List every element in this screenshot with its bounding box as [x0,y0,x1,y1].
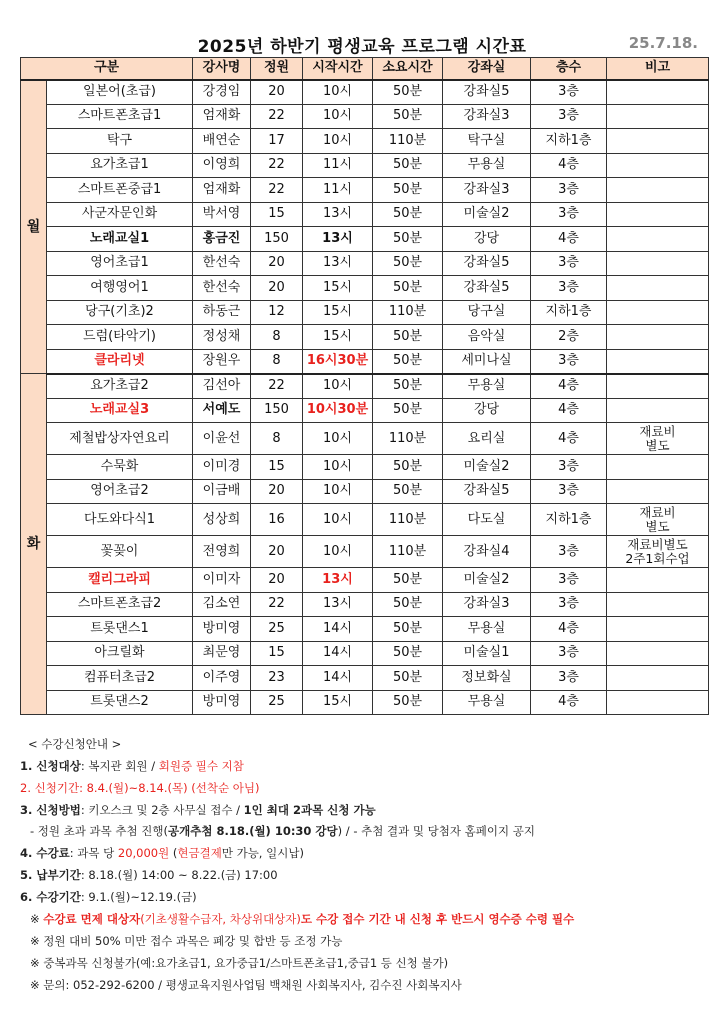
course-name: 스마트폰중급1 [47,178,193,203]
duration: 50분 [373,374,443,399]
note [607,129,709,154]
notice-label: 6. 수강기간 [20,890,81,904]
table-row [21,479,709,504]
note [607,666,709,691]
start-time: 11시 [303,153,373,178]
start-time: 16시30분 [303,349,373,374]
floor: 4층 [531,153,607,178]
note [607,300,709,325]
teacher: 최문영 [193,641,251,666]
teacher: 방미영 [193,690,251,715]
notice-label: 1. 신청대상 [20,759,81,773]
floor: 4층 [531,398,607,423]
table-row [21,455,709,480]
duration: 50분 [373,153,443,178]
notice-text: ( [169,846,178,860]
note [607,104,709,129]
teacher: 이금배 [193,479,251,504]
note [607,641,709,666]
header-category: 구분 [21,58,193,80]
course-name: 스마트폰초급2 [47,592,193,617]
duration: 50분 [373,227,443,252]
room: 미술실2 [443,202,531,227]
room: 정보화실 [443,666,531,691]
duration: 110분 [373,423,443,455]
teacher: 하동근 [193,300,251,325]
capacity: 15 [251,455,303,480]
capacity: 20 [251,80,303,105]
start-time: 15시 [303,325,373,350]
start-time: 10시 [303,423,373,455]
capacity: 22 [251,374,303,399]
notice-text: ) / - 추첨 결과 및 당첨자 홈페이지 공지 [337,824,535,838]
start-time: 14시 [303,617,373,642]
duration: 50분 [373,568,443,593]
start-time: 13시 [303,251,373,276]
notice-text: 만 가능, 일시납) [221,846,304,860]
duration: 50분 [373,202,443,227]
room: 무용실 [443,690,531,715]
start-time: 10시 [303,536,373,568]
floor: 3층 [531,479,607,504]
room: 강당 [443,398,531,423]
table-row [21,276,709,301]
notice-heading: < 수강신청안내 > [28,737,122,751]
table-row [21,423,709,455]
table-row [21,300,709,325]
note [607,374,709,399]
capacity: 20 [251,251,303,276]
note [607,276,709,301]
start-time: 14시 [303,641,373,666]
room: 강좌실4 [443,536,531,568]
teacher: 이주영 [193,666,251,691]
floor: 3층 [531,536,607,568]
notice-highlight: 현금결제 [177,846,222,860]
header-start-time: 시작시간 [303,58,373,80]
room: 강좌실5 [443,251,531,276]
header-note: 비고 [607,58,709,80]
teacher: 이미자 [193,568,251,593]
table-row [21,666,709,691]
note [607,251,709,276]
notice-label: 5. 납부기간 [20,868,81,882]
note-line: 재료비 [639,504,676,520]
table-row [21,80,709,105]
note [607,423,709,455]
note [607,153,709,178]
notice-text: : 과목 당 [69,846,118,860]
floor: 3층 [531,592,607,617]
note [607,227,709,252]
table-row [21,398,709,423]
course-name: 사군자문인화 [47,202,193,227]
note [607,178,709,203]
start-time: 10시30분 [303,398,373,423]
floor: 3층 [531,276,607,301]
duration: 50분 [373,666,443,691]
room: 강좌실5 [443,276,531,301]
floor: 지하1층 [531,504,607,536]
course-name: 영어초급2 [47,479,193,504]
capacity: 17 [251,129,303,154]
course-name: 컴퓨터초급2 [47,666,193,691]
floor: 3층 [531,178,607,203]
teacher: 이윤선 [193,423,251,455]
notice-fee [20,845,304,861]
room: 세미나실 [443,349,531,374]
notice-highlight: (기초생활수급자, 차상위대상자) [140,912,301,926]
note-line: 별도 [645,518,670,534]
floor: 3층 [531,568,607,593]
note-line: 별도 [645,437,670,453]
capacity: 150 [251,227,303,252]
start-time: 10시 [303,479,373,504]
duration: 50분 [373,349,443,374]
floor: 3층 [531,80,607,105]
note-line: 재료비별도 [627,536,688,552]
start-time: 10시 [303,80,373,105]
capacity: 16 [251,504,303,536]
notice-text: - 정원 초과 과목 추첨 진행( [30,824,169,838]
duration: 50분 [373,104,443,129]
room: 강좌실5 [443,80,531,105]
start-time: 13시 [303,227,373,252]
floor: 3층 [531,251,607,276]
note [607,349,709,374]
room: 무용실 [443,374,531,399]
teacher: 홍금진 [193,227,251,252]
course-name: 일본어(초급) [47,80,193,105]
page-date: 25.7.18. [628,34,698,52]
teacher: 강경임 [193,80,251,105]
teacher: 방미영 [193,617,251,642]
notice-highlight: 도 수강 접수 기간 내 신청 후 반드시 영수증 수령 필수 [300,912,575,926]
table-row [21,536,709,568]
note [607,592,709,617]
note [607,504,709,536]
notice-text: : 키오스크 및 2층 사무실 접수 / [80,803,244,817]
capacity: 15 [251,641,303,666]
start-time: 10시 [303,504,373,536]
note [607,202,709,227]
duration: 50분 [373,641,443,666]
notice-label: 4. 수강료 [20,846,70,860]
course-name: 영어초급1 [47,251,193,276]
teacher: 정성채 [193,325,251,350]
table-row [21,129,709,154]
course-name: 캘리그라피 [47,568,193,593]
table-row [21,178,709,203]
note-line: 2주1회수업 [625,550,690,566]
duration: 110분 [373,300,443,325]
course-name: 제철밥상자연요리 [47,423,193,455]
floor: 3층 [531,455,607,480]
duration: 50분 [373,455,443,480]
table-row [21,592,709,617]
duration: 50분 [373,398,443,423]
table-row [21,227,709,252]
floor: 2층 [531,325,607,350]
room: 음악실 [443,325,531,350]
notice-highlight: 수강료 면제 대상자 [43,912,141,926]
course-name: 트롯댄스2 [47,690,193,715]
notice-course-period [20,889,197,905]
start-time: 13시 [303,592,373,617]
notice-exemption [30,911,574,927]
table-row [21,374,709,399]
start-time: 15시 [303,690,373,715]
teacher: 한선숙 [193,251,251,276]
table-row [21,325,709,350]
capacity: 22 [251,178,303,203]
teacher: 박서영 [193,202,251,227]
notice-cancel-policy: ※ 정원 대비 50% 미만 접수 과목은 폐강 및 합반 등 조정 가능 [30,934,343,948]
day-tuesday: 화 [21,374,47,715]
notice-contact: ※ 문의: 052-292-6200 / 평생교육지원사업팀 백채원 사회복지사, 김수진 사회복지사 [30,978,462,992]
course-name: 당구(기초)2 [47,300,193,325]
note [607,398,709,423]
day-monday: 월 [21,80,47,374]
header-duration: 소요시간 [373,58,443,80]
capacity: 22 [251,153,303,178]
course-name: 요가초급1 [47,153,193,178]
teacher: 성상희 [193,504,251,536]
header-capacity: 정원 [251,58,303,80]
floor: 4층 [531,374,607,399]
table-row [21,504,709,536]
room: 미술실1 [443,641,531,666]
table-row [21,251,709,276]
room: 다도실 [443,504,531,536]
duration: 50분 [373,178,443,203]
room: 강좌실3 [443,592,531,617]
notice-duplicate-policy: ※ 중복과목 신청불가(예:요가초급1, 요가중급1/스마트폰초급1,중급1 등 신청 불가) [30,956,449,970]
capacity: 20 [251,536,303,568]
room: 강좌실5 [443,479,531,504]
capacity: 22 [251,592,303,617]
note-line: 재료비 [639,423,676,439]
notice-text: ※ [30,912,44,926]
capacity: 150 [251,398,303,423]
teacher: 김선아 [193,374,251,399]
floor: 4층 [531,617,607,642]
room: 강좌실3 [443,104,531,129]
start-time: 13시 [303,202,373,227]
table-row [21,153,709,178]
start-time: 13시 [303,568,373,593]
header-teacher: 강사명 [193,58,251,80]
course-name: 노래교실1 [47,227,193,252]
floor: 지하1층 [531,129,607,154]
table-row [21,104,709,129]
duration: 50분 [373,617,443,642]
teacher: 서예도 [193,398,251,423]
teacher: 전영희 [193,536,251,568]
notice-text: : 8.18.(월) 14:00 ~ 8.22.(금) 17:00 [80,868,278,882]
start-time: 15시 [303,276,373,301]
header-floor: 층수 [531,58,607,80]
course-name: 트롯댄스1 [47,617,193,642]
teacher: 장원우 [193,349,251,374]
table-row [21,568,709,593]
room: 무용실 [443,617,531,642]
course-name: 아크릴화 [47,641,193,666]
floor: 4층 [531,227,607,252]
floor: 3층 [531,641,607,666]
notice-text: : 9.1.(월)~12.19.(금) [80,890,197,904]
room: 당구실 [443,300,531,325]
course-name: 노래교실3 [47,398,193,423]
duration: 50분 [373,592,443,617]
page-title: 2025년 하반기 평생교육 프로그램 시간표 [197,37,527,57]
notice-period: 2. 신청기간: 8.4.(월)~8.14.(목) (선착순 아님) [20,781,260,795]
duration: 50분 [373,276,443,301]
note [607,536,709,568]
capacity: 25 [251,617,303,642]
capacity: 20 [251,568,303,593]
start-time: 15시 [303,300,373,325]
teacher: 김소연 [193,592,251,617]
notice-highlight: 1인 최대 2과목 신청 가능 [243,803,376,817]
schedule-table [20,57,709,715]
teacher: 한선숙 [193,276,251,301]
room: 탁구실 [443,129,531,154]
teacher: 이영희 [193,153,251,178]
notice-highlight: 회원증 필수 지참 [158,759,244,773]
course-name: 요가초급2 [47,374,193,399]
table-row [21,617,709,642]
duration: 110분 [373,504,443,536]
note [607,479,709,504]
start-time: 11시 [303,178,373,203]
note [607,325,709,350]
duration: 50분 [373,251,443,276]
teacher: 엄재화 [193,104,251,129]
start-time: 10시 [303,374,373,399]
table-row [21,349,709,374]
floor: 3층 [531,104,607,129]
course-name: 꽃꽂이 [47,536,193,568]
teacher: 이미경 [193,455,251,480]
note [607,80,709,105]
note [607,455,709,480]
notice-highlight: 20,000원 [117,846,170,860]
notice-lottery [30,823,535,839]
notice-method [20,802,376,818]
table-row [21,641,709,666]
capacity: 20 [251,479,303,504]
course-name: 다도와다식1 [47,504,193,536]
note [607,568,709,593]
duration: 50분 [373,479,443,504]
capacity: 25 [251,690,303,715]
notice-text: : 복지관 회원 / [80,759,159,773]
capacity: 12 [251,300,303,325]
capacity: 23 [251,666,303,691]
room: 강당 [443,227,531,252]
room: 미술실2 [443,568,531,593]
header-room: 강좌실 [443,58,531,80]
floor: 3층 [531,666,607,691]
teacher: 배연순 [193,129,251,154]
floor: 4층 [531,423,607,455]
floor: 3층 [531,202,607,227]
room: 강좌실3 [443,178,531,203]
capacity: 22 [251,104,303,129]
start-time: 14시 [303,666,373,691]
duration: 50분 [373,690,443,715]
table-header-row [21,58,709,80]
floor: 3층 [531,349,607,374]
duration: 110분 [373,129,443,154]
table-row [21,202,709,227]
notice-target [20,758,244,774]
capacity: 15 [251,202,303,227]
capacity: 8 [251,325,303,350]
room: 요리실 [443,423,531,455]
start-time: 10시 [303,104,373,129]
table-row [21,690,709,715]
note [607,690,709,715]
room: 미술실2 [443,455,531,480]
start-time: 10시 [303,455,373,480]
room: 무용실 [443,153,531,178]
note [607,617,709,642]
teacher: 엄재화 [193,178,251,203]
course-name: 스마트폰초급1 [47,104,193,129]
capacity: 8 [251,349,303,374]
floor: 4층 [531,690,607,715]
duration: 110분 [373,536,443,568]
floor: 지하1층 [531,300,607,325]
notice-highlight: 공개추첨 8.18.(월) 10:30 강당 [168,824,338,838]
course-name: 수묵화 [47,455,193,480]
capacity: 20 [251,276,303,301]
course-name: 클라리넷 [47,349,193,374]
duration: 50분 [373,325,443,350]
start-time: 10시 [303,129,373,154]
course-name: 탁구 [47,129,193,154]
notice-payment [20,867,278,883]
capacity: 8 [251,423,303,455]
notice-label: 3. 신청방법 [20,803,81,817]
duration: 50분 [373,80,443,105]
course-name: 여행영어1 [47,276,193,301]
course-name: 드럼(타악기) [47,325,193,350]
